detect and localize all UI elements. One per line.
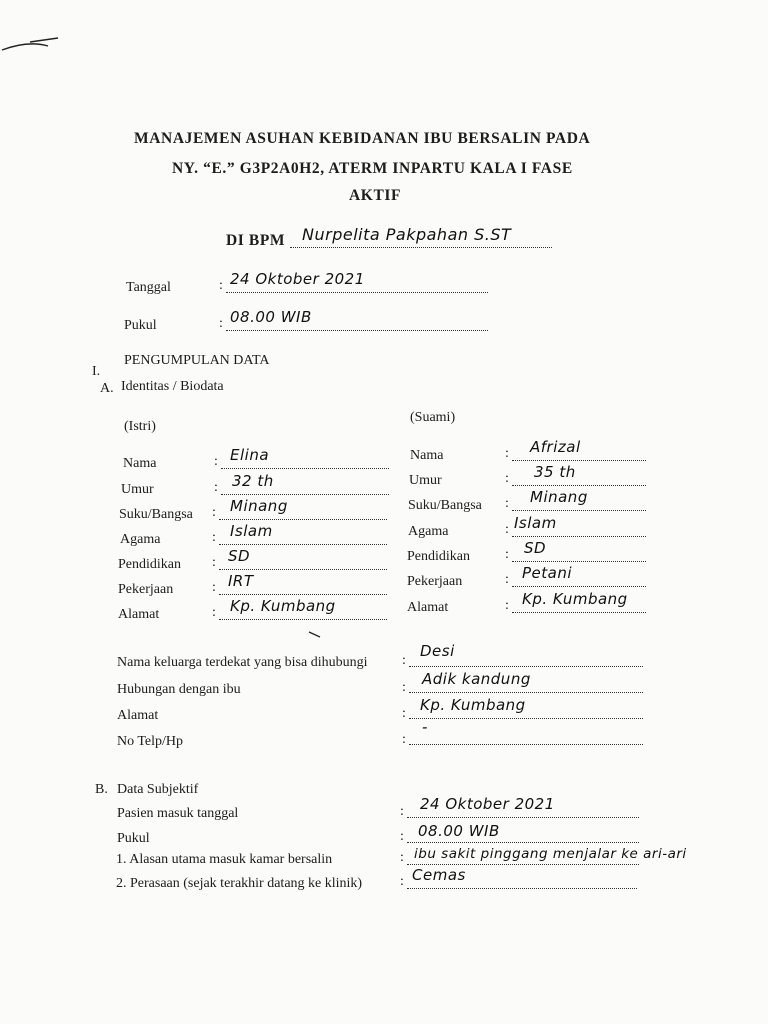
section-b-title: Data Subjektif bbox=[117, 782, 199, 797]
istri-pendidikan-value: SD bbox=[228, 547, 251, 565]
pukul-label: Pukul bbox=[124, 318, 157, 333]
keluarga-alamat-label: Alamat bbox=[117, 708, 159, 723]
suami-pendidikan-label: Pendidikan bbox=[407, 549, 470, 564]
section-1-title: PENGUMPULAN DATA bbox=[124, 353, 270, 368]
alasan-label: 1. Alasan utama masuk kamar bersalin bbox=[116, 852, 333, 867]
suami-pekerjaan-value: Petani bbox=[522, 564, 573, 582]
keluarga-hubungan-label: Hubungan dengan ibu bbox=[117, 682, 241, 697]
pukul-masuk-label: Pukul bbox=[117, 831, 150, 846]
istri-suku-label: Suku/Bangsa bbox=[119, 507, 193, 522]
istri-agama-value: Islam bbox=[230, 522, 273, 540]
subsection-a-title: Identitas / Biodata bbox=[121, 379, 224, 394]
suami-nama-value: Afrizal bbox=[530, 438, 581, 456]
suami-agama-label: Agama bbox=[408, 524, 449, 539]
suami-umur-value: 35 th bbox=[534, 463, 576, 481]
istri-agama-label: Agama bbox=[120, 532, 161, 547]
perasaan-label: 2. Perasaan (sejak terakhir datang ke klinik) bbox=[116, 876, 363, 891]
istri-pendidikan-label: Pendidikan bbox=[118, 557, 181, 572]
istri-umur-label: Umur bbox=[121, 482, 154, 497]
suami-alamat-value: Kp. Kumbang bbox=[522, 590, 628, 608]
scan-mark-icon bbox=[0, 30, 70, 60]
subsection-a-letter: A. bbox=[100, 381, 114, 396]
istri-pekerjaan-label: Pekerjaan bbox=[118, 582, 174, 597]
tanggal-value: 24 Oktober 2021 bbox=[230, 270, 365, 288]
keluarga-nama-label: Nama keluarga terdekat yang bisa dihubungi bbox=[117, 655, 368, 670]
pasien-masuk-value: 24 Oktober 2021 bbox=[420, 795, 555, 813]
keluarga-telp-label: No Telp/Hp bbox=[117, 734, 184, 749]
istri-heading: (Istri) bbox=[124, 419, 156, 434]
keluarga-telp-value: - bbox=[422, 718, 428, 736]
section-1-number: I. bbox=[92, 364, 101, 379]
keluarga-nama-value: Desi bbox=[420, 642, 455, 660]
document-page: MANAJEMEN ASUHAN KEBIDANAN IBU BERSALIN PADA NY. “E.” G3P2A0H2, ATERM INPARTU KALA I FASE AKTIF DI BPM Nurpelita Pakpahan S.ST Tanggal : 24 Oktober 2021 Pukul : 08.00 WIB I. PENGUMPULAN DATA A. Identitas / Biodata (Istri) (Suami) Nama : Elina Umur : 32 th Suku/Bangsa : Minang Agama : Islam Pendidikan : SD Pekerjaan : IRT Alamat : Kp. Kumbang Nama : Afrizal Umur : 35 th Suku/Bangsa : Minang Agama : Islam Pendidikan : SD Pekerjaan : Petani Alamat : Kp. Kumbang Nama keluarga terdekat yang bisa dihubungi : Desi Hubungan dengan ibu : Adik kandung Alamat : Kp. Kumbang No Telp/Hp : - B. Data Subjektif Pasien masuk tanggal : 24 Oktober 2021 Pukul : 08.00 WIB 1. Alasan utama masuk kamar bersalin : ibu sakit pinggang menjalar ke ari-ari 2. Perasaan (sejak terakhir datang ke klinik) : Cemas bbox=[0, 0, 768, 1024]
suami-pekerjaan-label: Pekerjaan bbox=[407, 574, 463, 589]
stray-mark-icon bbox=[308, 630, 322, 640]
suami-nama-label: Nama bbox=[410, 448, 444, 463]
istri-nama-label: Nama bbox=[123, 456, 157, 471]
suami-heading: (Suami) bbox=[410, 410, 456, 425]
tanggal-label: Tanggal bbox=[126, 280, 171, 295]
pukul-value: 08.00 WIB bbox=[230, 308, 312, 326]
istri-umur-value: 32 th bbox=[232, 472, 274, 490]
istri-alamat-label: Alamat bbox=[118, 607, 160, 622]
suami-suku-value: Minang bbox=[530, 488, 588, 506]
title-line-3: AKTIF bbox=[349, 187, 402, 204]
istri-nama-value: Elina bbox=[230, 446, 270, 464]
suami-umur-label: Umur bbox=[409, 473, 442, 488]
pasien-masuk-label: Pasien masuk tanggal bbox=[117, 806, 239, 821]
alasan-value: ibu sakit pinggang menjalar ke ari-ari bbox=[414, 846, 687, 862]
di-bpm-label: DI BPM bbox=[226, 232, 286, 249]
perasaan-value: Cemas bbox=[412, 866, 466, 884]
keluarga-alamat-value: Kp. Kumbang bbox=[420, 696, 526, 714]
istri-alamat-value: Kp. Kumbang bbox=[230, 597, 336, 615]
istri-pekerjaan-value: IRT bbox=[228, 572, 254, 590]
pukul-masuk-value: 08.00 WIB bbox=[418, 822, 500, 840]
section-b-letter: B. bbox=[95, 782, 108, 797]
suami-suku-label: Suku/Bangsa bbox=[408, 498, 482, 513]
title-line-1: MANAJEMEN ASUHAN KEBIDANAN IBU BERSALIN PADA bbox=[134, 130, 591, 147]
istri-suku-value: Minang bbox=[230, 497, 288, 515]
keluarga-hubungan-value: Adik kandung bbox=[422, 670, 531, 688]
title-line-2: NY. “E.” G3P2A0H2, ATERM INPARTU KALA I FASE bbox=[172, 160, 573, 177]
suami-agama-value: Islam bbox=[514, 514, 557, 532]
di-bpm-value: Nurpelita Pakpahan S.ST bbox=[302, 225, 512, 244]
suami-alamat-label: Alamat bbox=[407, 600, 449, 615]
suami-pendidikan-value: SD bbox=[524, 539, 547, 557]
